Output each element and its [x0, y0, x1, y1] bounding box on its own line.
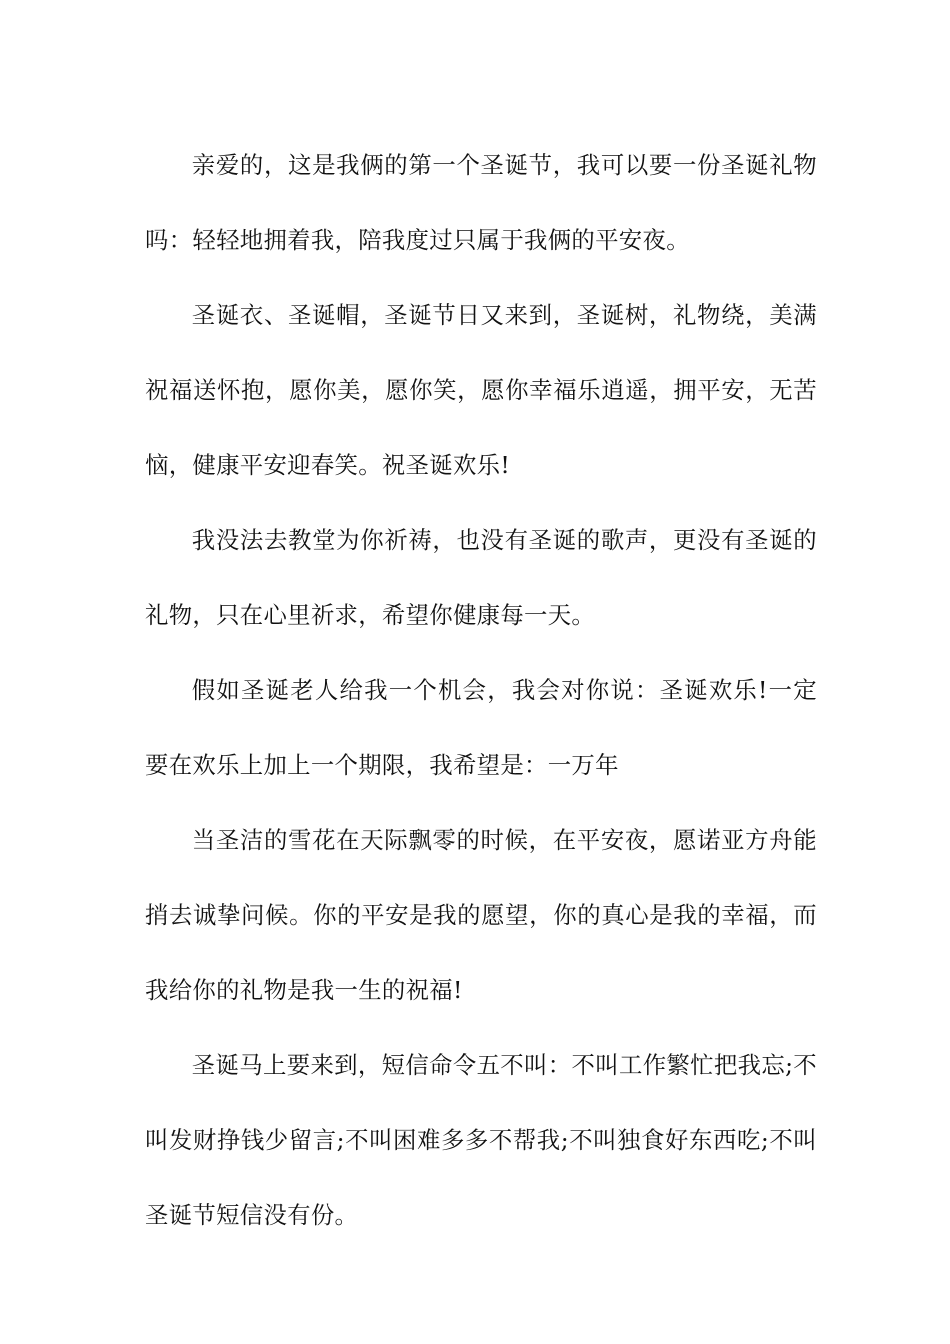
paragraph-4: 假如圣诞老人给我一个机会，我会对你说：圣诞欢乐!一定要在欢乐上加上一个期限，我希望是：一万年	[145, 676, 817, 779]
paragraph-6: 圣诞马上要来到，短信命令五不叫：不叫工作繁忙把我忘;不叫发财挣钱少留言;不叫困难多多不帮我;不叫独食好东西吃;不叫圣诞节短信没有份。	[145, 1051, 817, 1229]
paragraph-5: 当圣洁的雪花在天际飘零的时候，在平安夜，愿诺亚方舟能捎去诚挚问候。你的平安是我的愿望，你的真心是我的幸福，而我给你的礼物是我一生的祝福!	[145, 826, 817, 1004]
document-body	[145, 128, 817, 1253]
paragraph-3: 我没法去教堂为你祈祷，也没有圣诞的歌声，更没有圣诞的礼物，只在心里祈求，希望你健康每一天。	[145, 526, 817, 629]
paragraph-1: 亲爱的，这是我俩的第一个圣诞节，我可以要一份圣诞礼物吗：轻轻地拥着我，陪我度过只属于我俩的平安夜。	[145, 151, 817, 254]
paragraph-2: 圣诞衣、圣诞帽，圣诞节日又来到，圣诞树，礼物绕，美满祝福送怀抱，愿你美，愿你笑，愿你幸福乐逍遥，拥平安，无苦恼，健康平安迎春笑。祝圣诞欢乐!	[145, 301, 817, 479]
